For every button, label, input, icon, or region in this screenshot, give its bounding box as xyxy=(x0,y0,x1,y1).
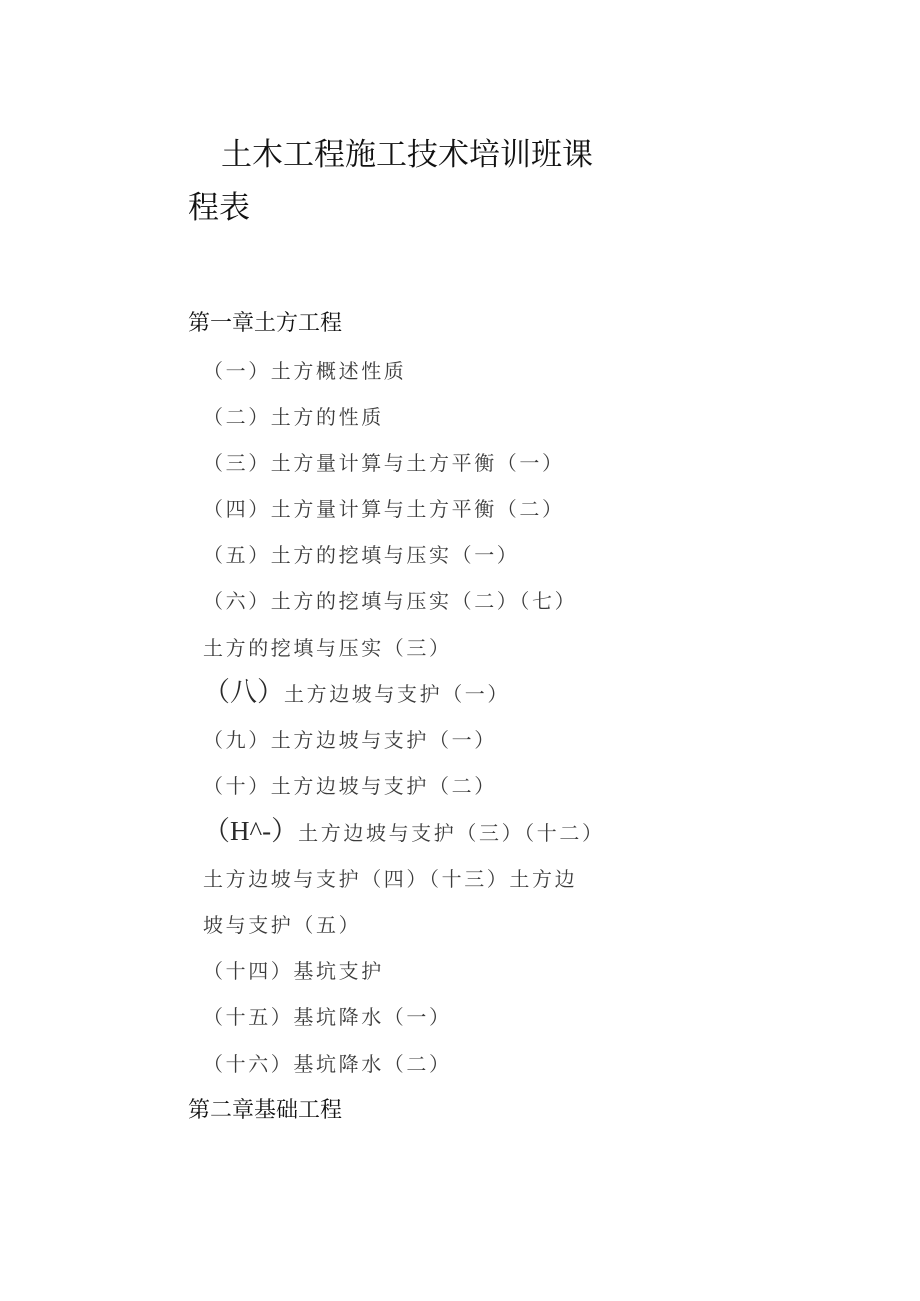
list-item: （二）土方的性质 xyxy=(203,405,384,429)
list-item xyxy=(203,679,510,706)
item-11-prefix: （H^-） xyxy=(203,816,299,846)
list-item xyxy=(203,818,605,845)
list-item: （十）土方边坡与支护（二） xyxy=(203,774,497,798)
list-item: （四）土方量计算与土方平衡（二） xyxy=(203,497,565,521)
list-item: （十六）基坑降水（二） xyxy=(203,1052,452,1076)
list-item: 坡与支护（五） xyxy=(203,913,362,937)
list-item: （一）土方概述性质 xyxy=(203,359,407,383)
list-item: （十四）基坑支护 xyxy=(203,959,384,983)
list-item: （十五）基坑降水（一） xyxy=(203,1005,452,1029)
title-line-2: 程表 xyxy=(188,190,250,226)
chapter-2-heading: 第二章基础工程 xyxy=(188,1098,343,1123)
item-8-text: 土方边坡与支护（一） xyxy=(284,682,510,706)
item-8-prefix: （八） xyxy=(203,677,284,707)
list-item: 土方边坡与支护（四）（十三）土方边 xyxy=(203,867,578,891)
list-item: （五）土方的挖填与压实（一） xyxy=(203,543,520,567)
list-item: 土方的挖填与压实（三） xyxy=(203,636,452,660)
item-11-text: 土方边坡与支护（三）（十二） xyxy=(298,821,605,845)
list-item: （九）土方边坡与支护（一） xyxy=(203,728,497,752)
chapter-1-heading: 第一章土方工程 xyxy=(188,311,343,336)
list-item: （六）土方的挖填与压实（二）（七） xyxy=(203,589,578,613)
list-item: （三）土方量计算与土方平衡（一） xyxy=(203,451,565,475)
title-line-1: 土木工程施工技术培训班课 xyxy=(221,137,593,173)
